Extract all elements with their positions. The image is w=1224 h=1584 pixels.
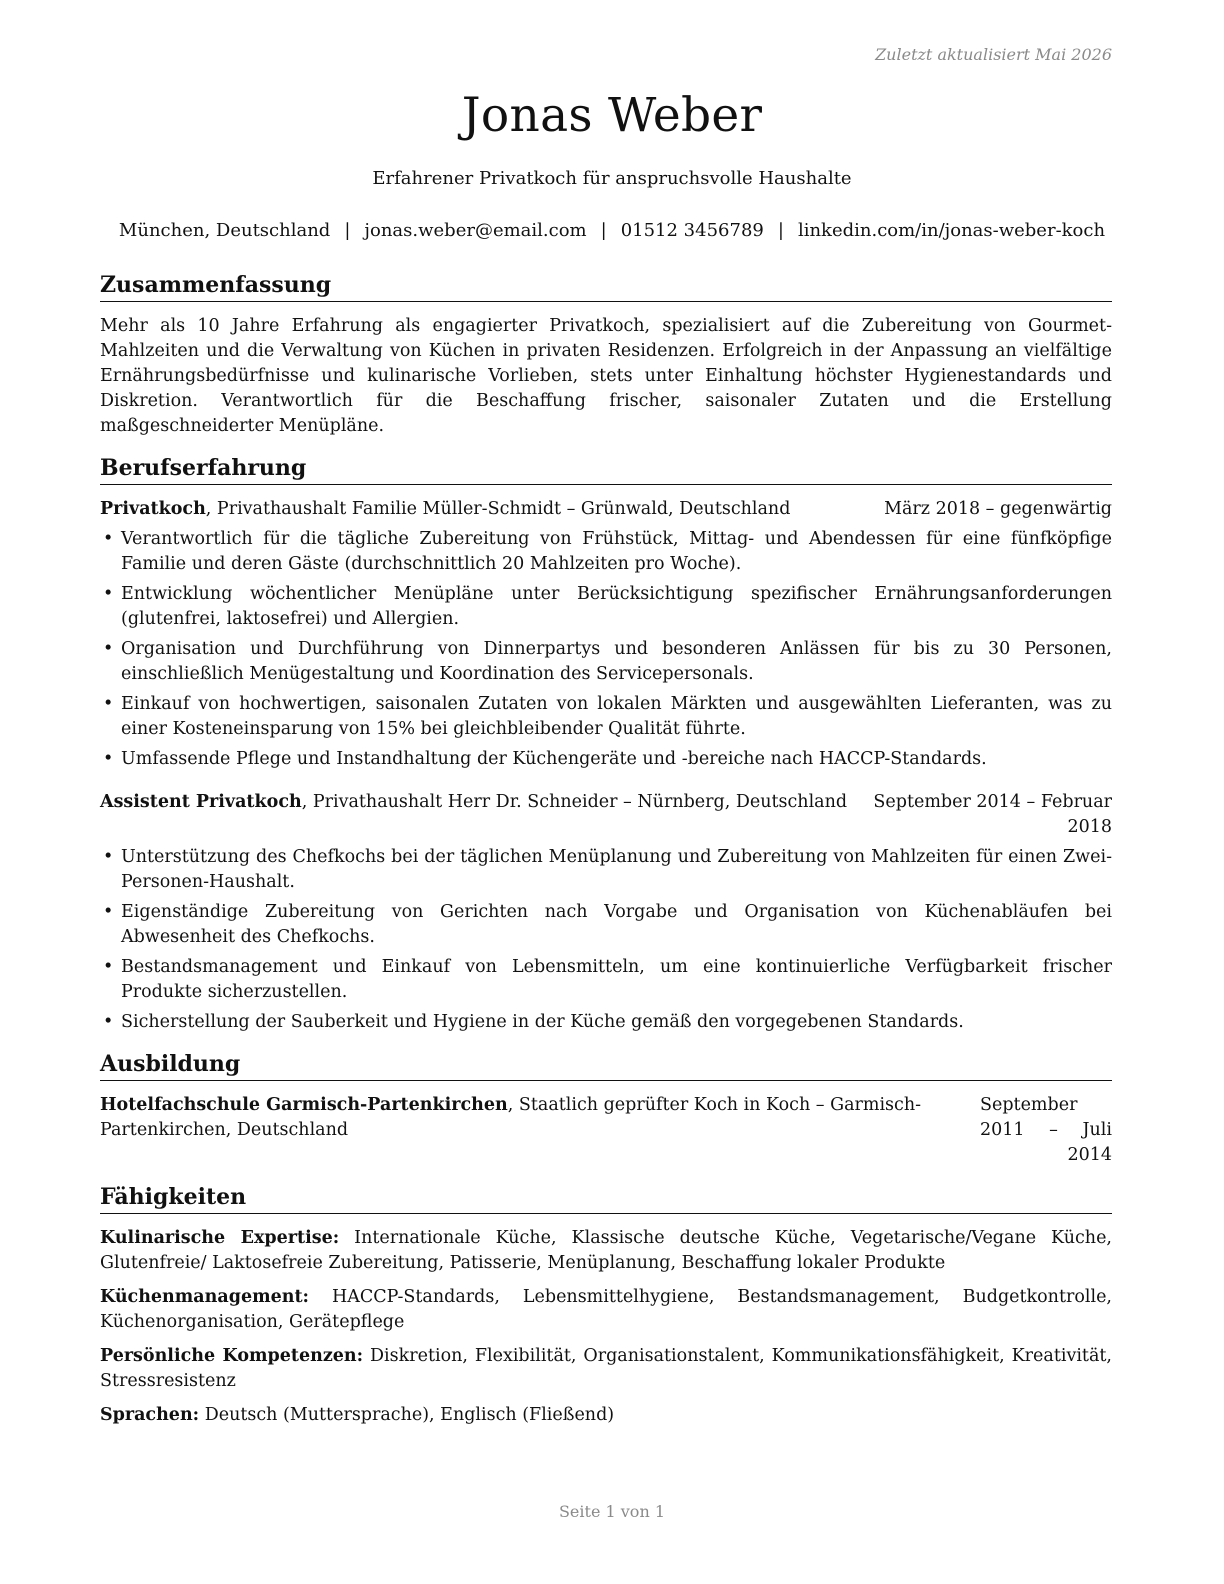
education-entry: [100, 1093, 1112, 1168]
job-bullet-list: [100, 527, 1112, 772]
last-updated-note: Zuletzt aktualisiert Mai 2026: [875, 45, 1112, 64]
job-bullet: [100, 582, 1112, 632]
summary-section: [100, 270, 1112, 439]
job-bullet: [100, 692, 1112, 742]
bullet-icon: •: [103, 749, 114, 769]
skill-label: Sprachen:: [100, 1405, 200, 1425]
job-entry: [100, 497, 1112, 772]
job-dates: September 2014 – Februar 2018: [873, 792, 1112, 837]
bullet-icon: •: [103, 847, 114, 867]
bullet-icon: •: [103, 1012, 114, 1032]
skill-text: Deutsch (Muttersprache), Englisch (Fließend): [199, 1405, 615, 1425]
education-dates: September 2011 – Juli 2014: [980, 1095, 1112, 1165]
experience-section: [100, 453, 1112, 1035]
skill-label: Persönliche Kompetenzen:: [100, 1346, 364, 1366]
job-bullet-list: [100, 845, 1112, 1035]
skill-text: Diskretion, Flexibilität, Organisationstalent, Kommunikationsfähigkeit, Kreativität, Stressresistenz: [100, 1346, 1112, 1391]
job-bullet: [100, 637, 1112, 687]
job-bullet: [100, 747, 1112, 772]
job-header: [100, 497, 1112, 522]
candidate-headline: Erfahrener Privatkoch für anspruchsvolle Haushalte: [372, 168, 852, 189]
job-bullet: [100, 955, 1112, 1005]
skill-label: Küchenmanagement:: [100, 1287, 309, 1307]
contact-linkedin[interactable]: linkedin.com/in/jonas-weber-koch: [797, 220, 1106, 241]
bullet-icon: •: [103, 639, 114, 659]
bullet-text: Sicherstellung der Sauberkeit und Hygiene in der Küche gemäß den vorgegebenen Standards.: [121, 1012, 964, 1032]
skill-text: Internationale Küche, Klassische deutsche Küche, Vegetarische/Vegane Küche, Glutenfreie/ Laktosefreie Zubereitung, Patisserie, Menüplanung, Beschaffung lokaler Produkte: [100, 1228, 1112, 1273]
job-entry: [100, 790, 1112, 1035]
job-employer: , Privathaushalt Herr Dr. Schneider – Nürnberg, Deutschland: [301, 792, 848, 812]
bullet-text: Eigenständige Zubereitung von Gerichten nach Vorgabe und Organisation von Küchenabläufen bei Abwesenheit des Chefkochs.: [121, 902, 1112, 947]
skill-label: Kulinarische Expertise:: [100, 1228, 340, 1248]
contact-separator: |: [600, 220, 607, 241]
bullet-icon: •: [103, 902, 114, 922]
skill-entry: [100, 1344, 1112, 1394]
resume-body: [100, 270, 1112, 1442]
bullet-text: Unterstützung des Chefkochs bei der täglichen Menüplanung und Zubereitung von Mahlzeiten für einen Zwei-Personen-Haushalt.: [121, 847, 1112, 892]
bullet-text: Bestandsmanagement und Einkauf von Lebensmitteln, um eine kontinuierliche Verfügbarkeit frischer Produkte sicherzustellen.: [121, 957, 1112, 1002]
bullet-icon: •: [103, 529, 114, 549]
skills-heading: Fähigkeiten: [100, 1182, 1112, 1214]
bullet-text: Umfassende Pflege und Instandhaltung der Küchengeräte und -bereiche nach HACCP-Standards.: [121, 749, 987, 769]
skills-section: [100, 1182, 1112, 1428]
job-employer: , Privathaushalt Familie Müller-Schmidt – Grünwald, Deutschland: [205, 499, 791, 519]
candidate-name: Jonas Weber: [461, 88, 763, 143]
job-bullet: [100, 900, 1112, 950]
education-header: [100, 1093, 1112, 1168]
contact-separator: |: [777, 220, 784, 241]
job-role: Assistent Privatkoch: [100, 792, 302, 812]
contact-separator: |: [344, 220, 351, 241]
summary-text: Mehr als 10 Jahre Erfahrung als engagierter Privatkoch, spezialisiert auf die Zubereitung von Gourmet-Mahlzeiten und die Verwaltung von Küchen in privaten Residenzen. Erfolgreich in der Anpassung an vielfältige Ernährungsbedürfnisse und kulinarische Vorlieben, stets unter Einhaltung höchster Hygienestandards und Diskretion. Verantwortlich für die Beschaffung frischer, saisonaler Zutaten und die Erstellung maßgeschneiderter Menüpläne.: [100, 316, 1112, 436]
skill-entry: [100, 1403, 1112, 1428]
job-bullet: [100, 1010, 1112, 1035]
job-header: [100, 790, 1112, 840]
bullet-icon: •: [103, 694, 114, 714]
education-title-line: [100, 1093, 974, 1143]
job-dates: März 2018 – gegenwärtig: [884, 499, 1112, 519]
bullet-text: Entwicklung wöchentlicher Menüpläne unter Berücksichtigung spezifischer Ernährungsanforderungen (glutenfrei, laktosefrei) und Allergien.: [121, 584, 1112, 629]
summary-heading: Zusammenfassung: [100, 270, 1112, 302]
job-bullet: [100, 845, 1112, 895]
education-details: , Staatlich geprüfter Koch in Koch – Garmisch-Partenkirchen, Deutschland: [100, 1095, 922, 1140]
job-title-line: [100, 497, 864, 522]
education-section: [100, 1049, 1112, 1168]
job-role: Privatkoch: [100, 499, 206, 519]
page-number-footer: Seite 1 von 1: [558, 1502, 666, 1521]
job-title-line: [100, 790, 852, 815]
skill-text: HACCP-Standards, Lebensmittelhygiene, Bestandsmanagement, Budgetkontrolle, Küchenorganisation, Gerätepflege: [100, 1287, 1112, 1332]
bullet-icon: •: [103, 957, 114, 977]
skill-entry: [100, 1285, 1112, 1335]
bullet-text: Einkauf von hochwertigen, saisonalen Zutaten von lokalen Märkten und ausgewählten Lieferanten, was zu einer Kosteneinsparung von 15% bei gleichbleibender Qualität führte.: [121, 694, 1112, 739]
bullet-text: Organisation und Durchführung von Dinnerpartys und besonderen Anlässen für bis zu 30 Personen, einschließlich Menügestaltung und Koordination des Servicepersonals.: [121, 639, 1112, 684]
contact-email[interactable]: jonas.weber@email.com: [364, 220, 587, 241]
education-school: Hotelfachschule Garmisch-Partenkirchen: [100, 1095, 508, 1115]
skill-entry: [100, 1226, 1112, 1276]
contact-line: [0, 220, 1224, 241]
education-heading: Ausbildung: [100, 1049, 1112, 1081]
bullet-text: Verantwortlich für die tägliche Zubereitung von Frühstück, Mittag- und Abendessen für eine fünfköpfige Familie und deren Gäste (durchschnittlich 20 Mahlzeiten pro Woche).: [121, 529, 1112, 574]
experience-heading: Berufserfahrung: [100, 453, 1112, 485]
contact-location: München, Deutschland: [118, 220, 331, 241]
contact-phone: 01512 3456789: [620, 220, 764, 241]
bullet-icon: •: [103, 584, 114, 604]
job-bullet: [100, 527, 1112, 577]
